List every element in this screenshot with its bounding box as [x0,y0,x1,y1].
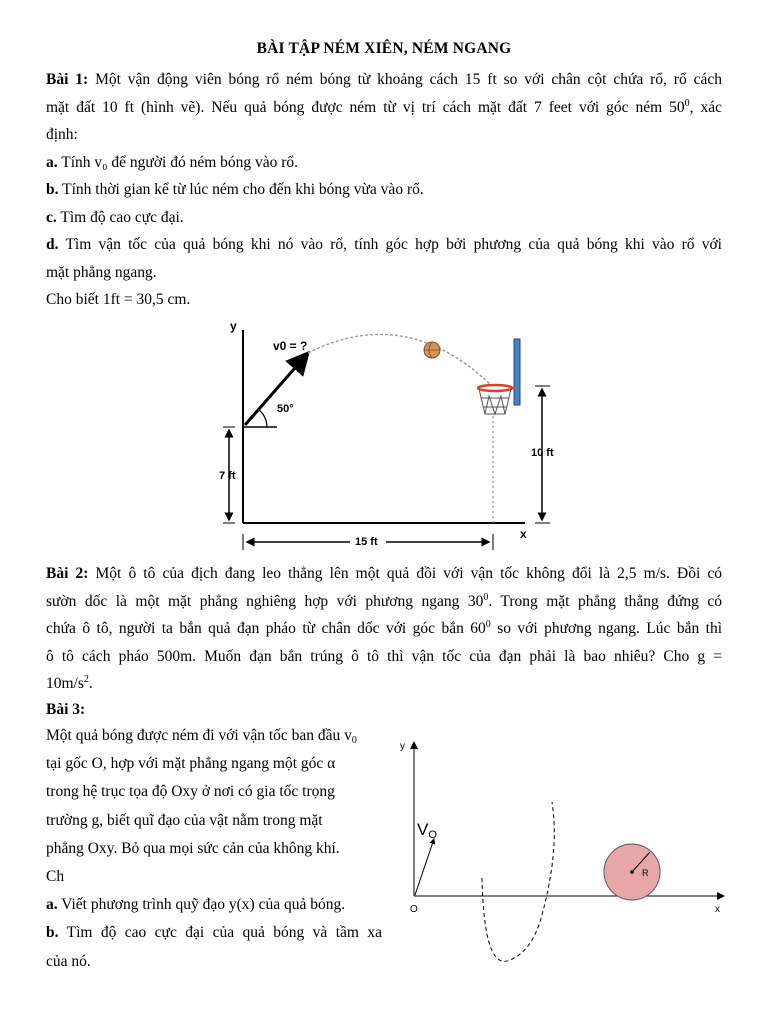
question-1c [46,204,722,232]
question-1a-text: Tính v₀ để người đó ném bóng vào rổ. [61,153,299,171]
exercise-1-text-2b: , xác [689,98,722,116]
question-1d-text-2: mặt phẳng ngang. [46,263,157,281]
y-axis-label: y [230,319,237,333]
exercise-1 [46,66,722,314]
coordinate-figure [392,732,732,972]
exercise-1-text-3: định: [46,126,78,143]
exercise-2-text-1: Một ô tô của địch đang leo thẳng lên một quả đồi với vận tốc không đổi là 2,5 m/s. Đồi có [95,565,722,582]
v0-vector [415,839,434,895]
question-3a-label: a. [46,896,58,914]
exercise-2-text-3b: so với phương ngang. Lúc bắn thì [490,620,723,637]
exercise-3-header [46,696,722,724]
exercise-2-text-5a: 10m/s [46,675,84,692]
exercise-2-text-4: ô tô cách pháo 500m. Muốn đạn bắn trúng ô tô thì vận tốc của đạn phải là bao nhiêu? Cho g = [46,647,722,665]
angle-label: 50° [277,403,294,415]
dim-15ft-label: 15 ft [355,536,378,548]
dashed-trajectory [482,802,554,961]
question-1a [46,149,722,177]
square-sup: 2 [83,674,89,685]
y-axis-label-2: y [400,741,405,752]
dim-10ft-label: 10 ft [531,447,554,459]
question-3b [46,919,382,947]
question-1b [46,176,722,204]
v0-letter: V [417,820,429,839]
velocity-label: v0 = ? [273,339,308,353]
exercise-3-text-2: tại gốc O, hợp với mặt phẳng ngang một góc α [46,755,336,773]
question-1d-label: d. [46,236,59,253]
question-1d-text-1: Tìm vận tốc của quả bóng khi nó vào rổ, tính góc hợp bởi phương của quả bóng khi vào rổ với [65,236,722,253]
hoop-net [479,389,511,414]
radius-label: R [642,868,649,878]
question-1d [46,231,722,259]
degree-sup: 0 [485,619,491,630]
question-3b-text-2: của nó. [46,952,91,970]
exercise-3-label: Bài 3: [46,701,86,718]
question-3b-label: b. [46,924,59,942]
question-3b-text-1: Tìm độ cao cực đại của quả bóng và tầm xa [66,924,382,942]
exercise-2-line-2 [46,588,722,616]
exercise-2-line-3 [46,615,722,643]
exercise-3-text-6: Ch [46,868,65,886]
exercise-3-line-1 [46,722,382,750]
question-3a [46,891,382,919]
exercise-1-line-2 [46,94,722,122]
backboard [514,339,520,405]
exercise-1-text-1: Một vận động viên bóng rổ ném bóng từ khoảng cách 15 ft so với chân cột chứa rổ, rổ cách [95,71,722,88]
dim-7ft-label: 7 ft [219,470,236,482]
exercise-2-text-5b: . [88,675,93,692]
exercise-1-text-2: mặt đất 10 ft (hình vẽ). Nếu quả bóng được ném từ vị trí cách mặt đất 7 feet với góc ném 50 [46,98,685,116]
basketball-figure [205,312,575,557]
question-1b-label: b. [46,181,59,198]
question-1b-text: Tính thời gian kể từ lúc ném cho đến khi bóng vừa vào rổ. [62,181,424,198]
exercise-1-label: Bài 1: [46,71,89,88]
page-title: BÀI TẬP NÉM XIÊN, NÉM NGANG [256,40,512,57]
exercise-2 [46,560,722,698]
question-1a-label: a. [46,153,58,171]
angle-arc [258,409,267,427]
degree-sup: 0 [483,591,489,603]
exercise-3-text-5: phẳng Oxy. Bỏ qua mọi sức cản của không khí. [46,839,340,857]
origin-label: O [410,904,418,915]
hoop-rim [478,385,512,391]
trajectory [308,334,490,384]
exercise-2-text-2a: sườn dốc là một mặt phẳng nghiêng hợp với phương ngang 30 [46,592,484,610]
exercise-3-text-4: trường g, biết quĩ đạo của vật nằm trong mặt [46,811,323,829]
given-conversion: Cho biết 1ft = 30,5 cm. [46,291,191,308]
exercise-3-text-1: Một quả bóng được ném đi với vận tốc ban đầu v [46,727,352,744]
v0-subscript: O [428,829,437,841]
question-1c-text: Tìm độ cao cực đại. [60,208,184,226]
exercise-1-line-1 [46,66,722,94]
exercise-2-line-5 [46,670,722,698]
degree-sup: 0 [684,97,690,109]
exercise-2-label: Bài 2: [46,565,89,582]
exercise-3 [46,722,382,976]
exercise-2-line-1 [46,560,722,588]
x-axis-label-2: x [715,904,720,915]
exercise-2-text-3a: chứa ô tô, người ta bắn quả đạn pháo từ chân dốc với góc bắn 60 [46,620,486,637]
x-axis-label: x [520,527,527,541]
v0-label [417,820,437,841]
question-3a-text: Viết phương trình quỹ đạo y(x) của quả bóng. [61,896,346,914]
exercise-3-text-3: trong hệ trục tọa độ Oxy ở nơi có gia tốc trọng [46,783,335,801]
v0-sub: 0 [351,735,357,746]
question-1c-label: c. [46,208,57,226]
exercise-2-text-2b: . Trong mặt phẳng thẳng đứng có [488,592,722,610]
